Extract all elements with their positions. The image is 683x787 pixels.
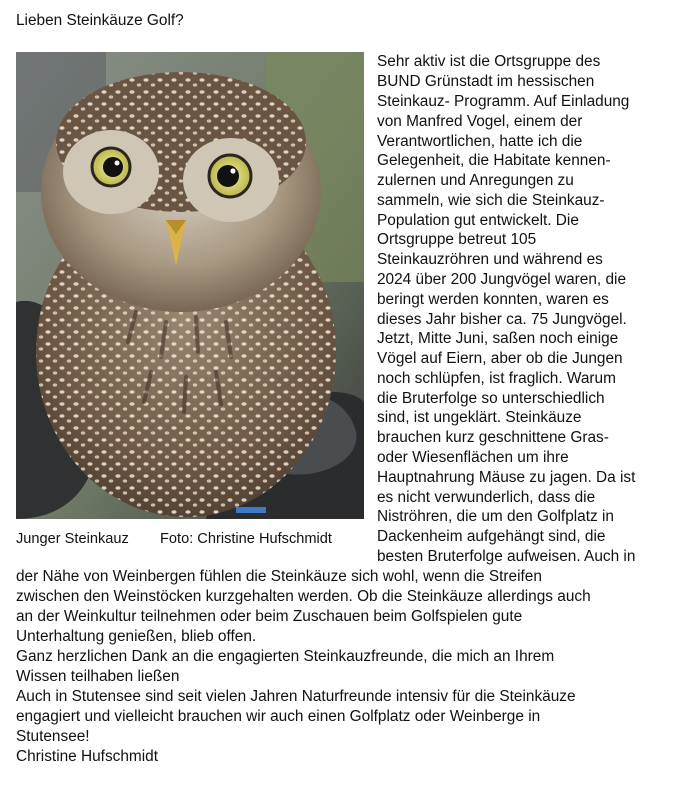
article-title: Lieben Steinkäuze Golf? xyxy=(16,12,184,29)
photo-credit: Foto: Christine Hufschmidt xyxy=(160,531,332,547)
text-line: Population gut entwickelt. Die xyxy=(377,212,579,229)
photo-caption: Junger Steinkauz xyxy=(16,531,129,547)
owl-photo xyxy=(16,52,364,519)
text-line: von Manfred Vogel, einem der xyxy=(377,113,583,130)
text-line: dieses Jahr bisher ca. 75 Jungvögel. xyxy=(377,311,627,328)
text-line: 2024 über 200 Jungvögel waren, die xyxy=(377,271,627,288)
text-line: brauchen kurz geschnittene Gras- xyxy=(377,429,609,446)
text-line: Wissen teilhaben ließen xyxy=(16,668,180,685)
text-line: zulernen und Anregungen zu xyxy=(377,172,574,189)
text-line: Auch in Stutensee sind seit vielen Jahren Naturfreunde intensiv für die Steinkäuze xyxy=(16,688,576,705)
text-line: Dackenheim aufgehängt sind, die xyxy=(377,528,606,545)
text-line: engagiert und vielleicht brauchen wir auch einen Golfplatz oder Weinberge in xyxy=(16,708,541,725)
text-line: Ganz herzlichen Dank an die engagierten Steinkauzfreunde, die mich an Ihrem xyxy=(16,648,555,665)
text-line: es nicht verwunderlich, dass die xyxy=(377,489,596,506)
text-line: besten Bruterfolge aufweisen. Auch in xyxy=(377,548,636,565)
text-line: Gelegenheit, die Habitate kennen- xyxy=(377,152,611,169)
text-line: BUND Grünstadt im hessischen xyxy=(377,73,595,90)
text-line: beringt werden konnten, waren es xyxy=(377,291,609,308)
text-line: Ortsgruppe betreut 105 xyxy=(377,231,537,248)
text-line: Niströhren, die um den Golfplatz in xyxy=(377,508,614,525)
text-line: noch schlüpfen, ist fraglich. Warum xyxy=(377,370,616,387)
text-line: Steinkauz- Programm. Auf Einladung xyxy=(377,93,630,110)
text-line: die Bruterfolge so unterschiedlich xyxy=(377,390,605,407)
text-line: Hauptnahrung Mäuse zu jagen. Da ist xyxy=(377,469,636,486)
text-line: der Nähe von Weinbergen fühlen die Steinkäuze sich wohl, wenn die Streifen xyxy=(16,568,542,585)
text-line: Jetzt, Mitte Juni, saßen noch einige xyxy=(377,330,619,347)
text-line: Sehr aktiv ist die Ortsgruppe des xyxy=(377,53,601,70)
text-line: oder Wiesenflächen um ihre xyxy=(377,449,569,466)
text-line: Stutensee! xyxy=(16,728,90,745)
text-line: Verantwortlichen, hatte ich die xyxy=(377,133,583,150)
text-line: Unterhaltung genießen, blieb offen. xyxy=(16,628,257,645)
text-line: Steinkauzröhren und während es xyxy=(377,251,603,268)
author-signature: Christine Hufschmidt xyxy=(16,748,158,765)
text-line: an der Weinkultur teilnehmen oder beim Zuschauen beim Golfspielen gute xyxy=(16,608,523,625)
text-line: zwischen den Weinstöcken kurzgehalten werden. Ob die Steinkäuze allerdings auch xyxy=(16,588,591,605)
text-line: sammeln, wie sich die Steinkauz- xyxy=(377,192,605,209)
owl-illustration xyxy=(16,52,364,519)
text-line: Vögel auf Eiern, aber ob die Jungen xyxy=(377,350,623,367)
text-line: sind, ist ungeklärt. Steinkäuze xyxy=(377,409,582,426)
